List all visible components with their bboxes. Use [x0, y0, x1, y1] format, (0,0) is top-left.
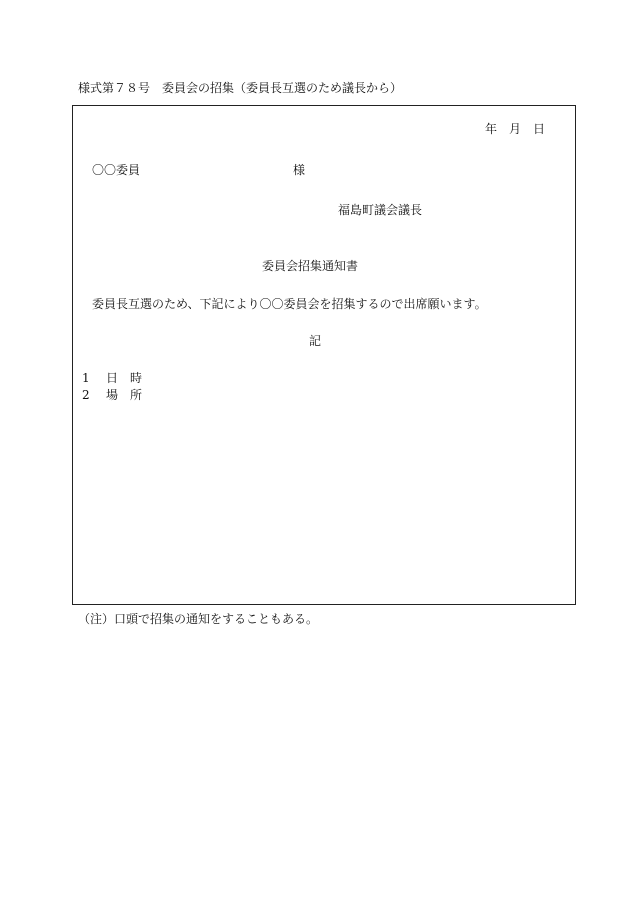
- body-text: 委員長互選のため、下記により〇〇委員会を招集するので出席願います。: [92, 297, 487, 311]
- date-line: 年 月 日: [485, 122, 546, 136]
- ki-label: 記: [309, 334, 322, 348]
- note-text: （注）口頭で招集の通知をすることもある。: [78, 612, 319, 626]
- item-1-number: 1: [82, 371, 90, 385]
- recipient-honorific: 様: [293, 163, 306, 177]
- item-2-number: 2: [82, 388, 90, 402]
- item-1-label: 日 時: [106, 371, 143, 385]
- recipient-name: 〇〇委員: [92, 163, 141, 177]
- form-title: 様式第７８号 委員会の招集（委員長互選のため議長から）: [78, 81, 403, 95]
- item-2-label: 場 所: [106, 388, 143, 402]
- form-frame: [72, 105, 576, 605]
- sender-name: 福島町議会議長: [338, 203, 423, 217]
- document-title: 委員会招集通知書: [262, 259, 359, 273]
